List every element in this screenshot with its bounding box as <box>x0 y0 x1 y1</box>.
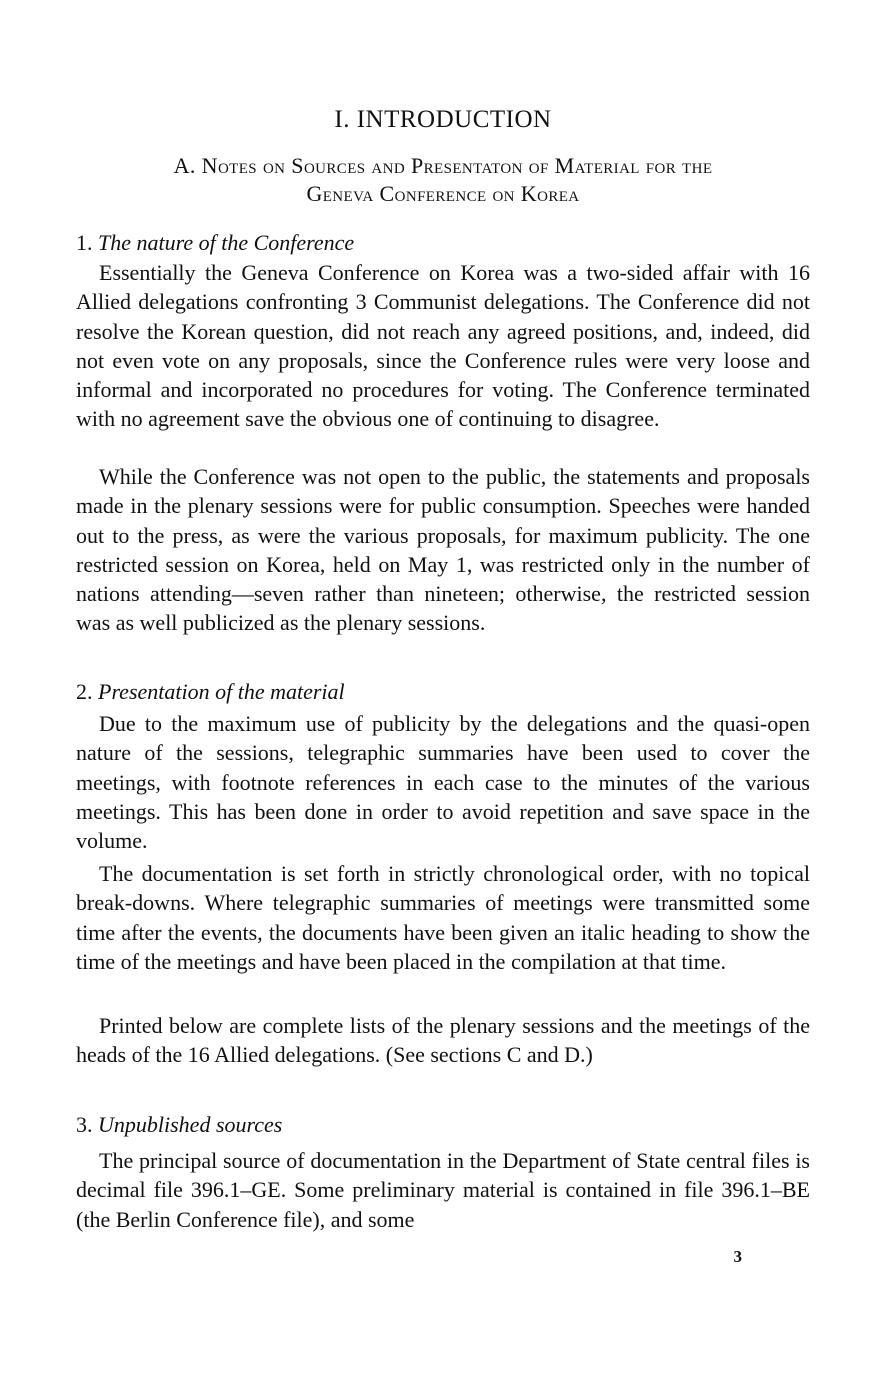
section-heading-3 <box>76 1110 282 1140</box>
section-number: 1. <box>76 230 93 255</box>
chapter-title: I. INTRODUCTION <box>334 106 552 133</box>
section-title-line-1: A. Notes on Sources and Presentaton of Material for the <box>173 153 713 178</box>
section-title-line-2: Geneva Conference on Korea <box>306 181 580 206</box>
paragraph-2-1: Due to the maximum use of publicity by the delegations and the quasi-open nature of the sessions, telegraphic summaries have been used to cover the meetings, with footnote references in each case to the minutes of the various meetings. This has been done in order to avoid repetition and save space in the volume. <box>76 711 810 854</box>
section-heading-title: Presentation of the material <box>98 679 345 704</box>
paragraph-1-2: While the Conference was not open to the public, the statements and proposals made in the plenary sessions were for public consumption. Speeches were handed out to the press, as were the various proposals, for maximum publicity. The one restricted session on Korea, held on May 1, was restricted only in the number of nations attending—seven rather than nineteen; otherwise, the restricted session was as well publicized as the plenary sessions. <box>76 464 810 636</box>
paragraph-2-2: The documentation is set forth in strictly chronological order, with no topical break-downs. Where telegraphic summaries of meetings were transmitted some time after the events, the documents have been given an italic heading to show the time of the meetings and have been placed in the compilation at that time. <box>76 861 810 974</box>
section-heading-2 <box>76 677 345 707</box>
paragraph-1-1: Essentially the Geneva Conference on Korea was a two-sided affair with 16 Allied delegations confronting 3 Communist delegations. The Conference did not resolve the Korean question, did not reach any agreed positions, and, indeed, did not even vote on any proposals, since the Conference rules were very loose and informal and incorporated no procedures for voting. The Conference terminated with no agreement save the obvious one of continuing to disagree. <box>76 260 810 432</box>
section-heading-title: The nature of the Conference <box>98 230 355 255</box>
section-title <box>76 152 810 208</box>
section-heading-1 <box>76 228 354 258</box>
section-number: 2. <box>76 679 93 704</box>
section-heading-title: Unpublished sources <box>98 1112 283 1137</box>
section-number: 3. <box>76 1112 93 1137</box>
page-number: 3 <box>733 1247 742 1266</box>
paragraph-3-1: The principal source of documentation in the Department of State central files is decimal file 396.1–GE. Some preliminary material is contained in file 396.1–BE (the Berlin Conference file), and some <box>76 1148 810 1232</box>
paragraph-2-3: Printed below are complete lists of the plenary sessions and the meetings of the heads of the 16 Allied delegations. (See sections C and D.) <box>76 1013 810 1068</box>
